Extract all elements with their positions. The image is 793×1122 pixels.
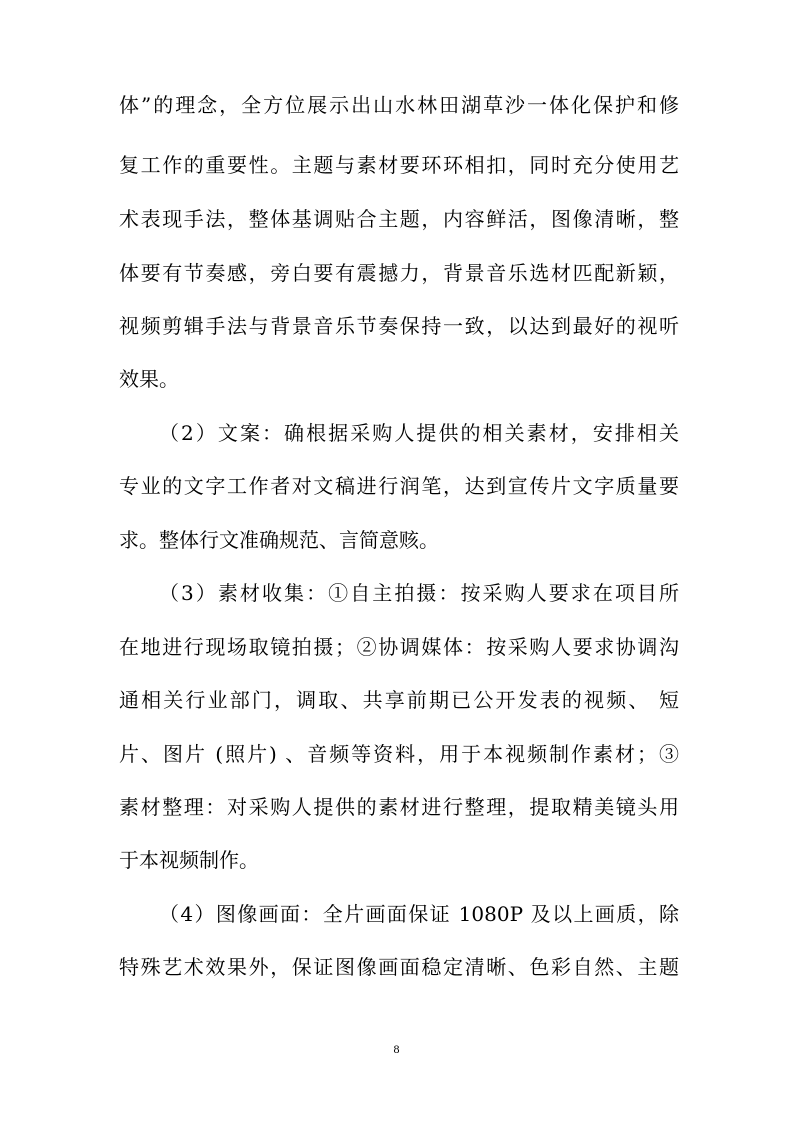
paragraph-4-first-line: （4）图像画面：全片画面保证 1080P 及以上画质，除 bbox=[159, 902, 679, 926]
text-line: 于本视频制作。 bbox=[119, 848, 259, 872]
text-line: 特殊艺术效果外，保证图像画面稳定清晰、色彩自然、主题 bbox=[119, 955, 679, 979]
text-line: 复工作的重要性。主题与素材要环环相扣，同时充分使用艺 bbox=[119, 153, 679, 177]
text-line: 片、图片 (照片) 、音频等资料，用于本视频制作素材；③ bbox=[119, 742, 679, 766]
text-line: 通相关行业部门，调取、共享前期已公开发表的视频、 短 bbox=[119, 688, 679, 712]
text-line: 效果。 bbox=[119, 367, 179, 391]
text-line: 在地进行现场取镜拍摄；②协调媒体：按采购人要求协调沟 bbox=[119, 635, 679, 659]
paragraph-3-first-line: （3）素材收集：①自主拍摄：按采购人要求在项目所 bbox=[159, 581, 679, 605]
text-line: 术表现手法，整体基调贴合主题，内容鲜活，图像清晰，整 bbox=[119, 207, 679, 231]
text-line: 专业的文字工作者对文稿进行润笔，达到宣传片文字质量要 bbox=[119, 474, 679, 498]
text-line: 素材整理：对采购人提供的素材进行整理，提取精美镜头用 bbox=[119, 795, 679, 819]
paragraph-2-first-line: （2）文案：确根据采购人提供的相关素材，安排相关 bbox=[159, 421, 679, 445]
text-line: 体”的理念，全方位展示出山水林田湖草沙一体化保护和修 bbox=[119, 93, 679, 117]
page-number: 8 bbox=[393, 1042, 400, 1056]
text-line: 视频剪辑手法与背景音乐节奏保持一致，以达到最好的视听 bbox=[119, 314, 679, 338]
text-line: 求。整体行文准确规范、言简意赅。 bbox=[119, 528, 439, 552]
text-line: 体要有节奏感，旁白要有震撼力，背景音乐选材匹配新颖， bbox=[119, 261, 679, 285]
